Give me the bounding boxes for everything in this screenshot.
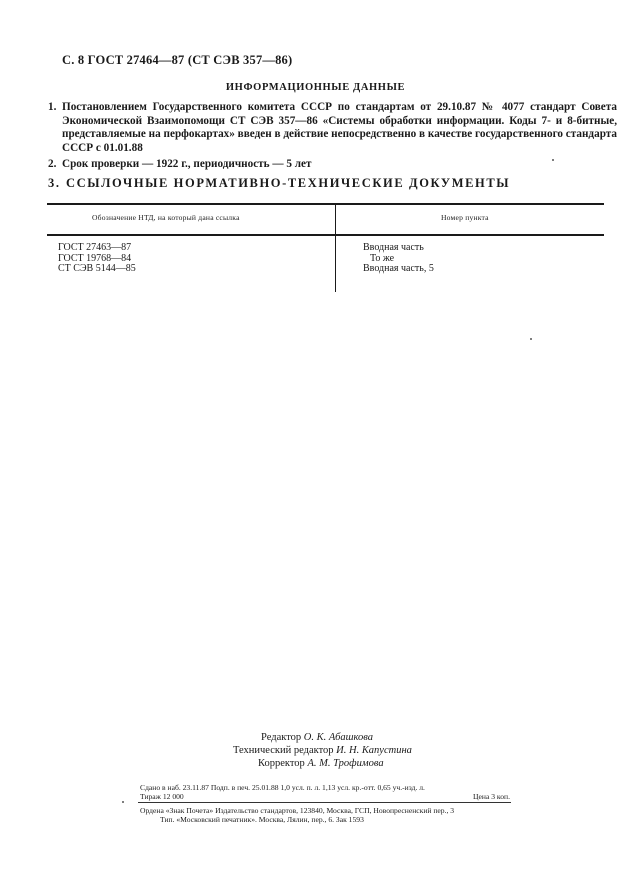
table-header-point: Номер пункта xyxy=(441,213,489,222)
imprint-printing-house: Тип. «Московский печатник». Москва, Лялин, пер., 6. Зак 1593 xyxy=(160,815,364,824)
credit-name: О. К. Абашкова xyxy=(303,732,374,743)
imprint-price: Цена 3 коп. xyxy=(473,792,510,801)
table-cell-document: ГОСТ 19768—84 xyxy=(58,252,132,264)
table-cell-point: Вводная часть, 5 xyxy=(363,263,434,274)
page-header: С. 8 ГОСТ 27464—87 (СТ СЭВ 357—86) xyxy=(62,53,293,67)
credit-corrector xyxy=(258,757,412,770)
credit-role: Корректор xyxy=(258,758,305,770)
table-top-rule xyxy=(47,203,604,205)
table-header-document: Обозначение НТД, на который дана ссылка xyxy=(92,213,240,222)
credit-editor xyxy=(259,731,412,744)
item-number: 3. xyxy=(48,176,61,190)
imprint-divider xyxy=(138,802,511,803)
section-title: ИНФОРМАЦИОННЫЕ ДАННЫЕ xyxy=(225,82,406,93)
table-column-divider xyxy=(335,204,336,292)
item-number: 2. xyxy=(48,158,57,170)
scan-speck xyxy=(122,801,124,803)
reference-documents-column xyxy=(58,243,136,275)
imprint-print-data: Сдано в наб. 23.11.87 Подп. в печ. 25.01.88 1,0 усл. п. л. 1,13 усл. кр.-отт. 0,65 уч.-изд. л. xyxy=(140,783,425,792)
imprint-publisher: Ордена «Знак Почета» Издательство стандартов, 123840, Москва, ГСП, Новопресненский пер., 3 xyxy=(140,806,455,815)
scan-speck xyxy=(530,338,532,340)
item-text: Срок проверки — 1922 г., периодичность — 5 лет xyxy=(62,158,312,170)
scan-speck xyxy=(552,159,554,161)
imprint-run: Тираж 12 000 xyxy=(140,792,184,801)
credit-name: И. Н. Капустина xyxy=(336,745,412,757)
table-cell-document: ГОСТ 27463—87 xyxy=(58,242,132,253)
reference-points-column xyxy=(363,243,434,275)
table-cell-point: То же xyxy=(370,252,395,264)
imprint-run-price xyxy=(140,792,510,801)
editorial-credits xyxy=(233,731,412,771)
credit-role: Технический редактор xyxy=(233,745,334,757)
credit-name: А. М. Трофимова xyxy=(307,758,384,770)
table-header-rule xyxy=(47,234,604,236)
item-text: Постановлением Государственного комитета СССР по стандартам от 29.10.87 № 4077 стандарт Совета Экономической Взаимопомощи СТ СЭВ 357—86 «Системы обработки информации. Коды 7- и 8-битные, представляемые на перфокартах» введен в действие непосредственно в качестве государственного стандарта СССР с 01.01.88 xyxy=(62,101,617,154)
credit-technical-editor xyxy=(233,744,412,757)
item-number: 1. xyxy=(48,101,57,113)
item-text: ССЫЛОЧНЫЕ НОРМАТИВНО-ТЕХНИЧЕСКИЕ ДОКУМЕНТЫ xyxy=(66,176,511,190)
credit-role: Редактор xyxy=(261,732,302,743)
table-cell-document: СТ СЭВ 5144—85 xyxy=(58,263,136,274)
table-cell-point: Вводная часть xyxy=(363,242,424,253)
